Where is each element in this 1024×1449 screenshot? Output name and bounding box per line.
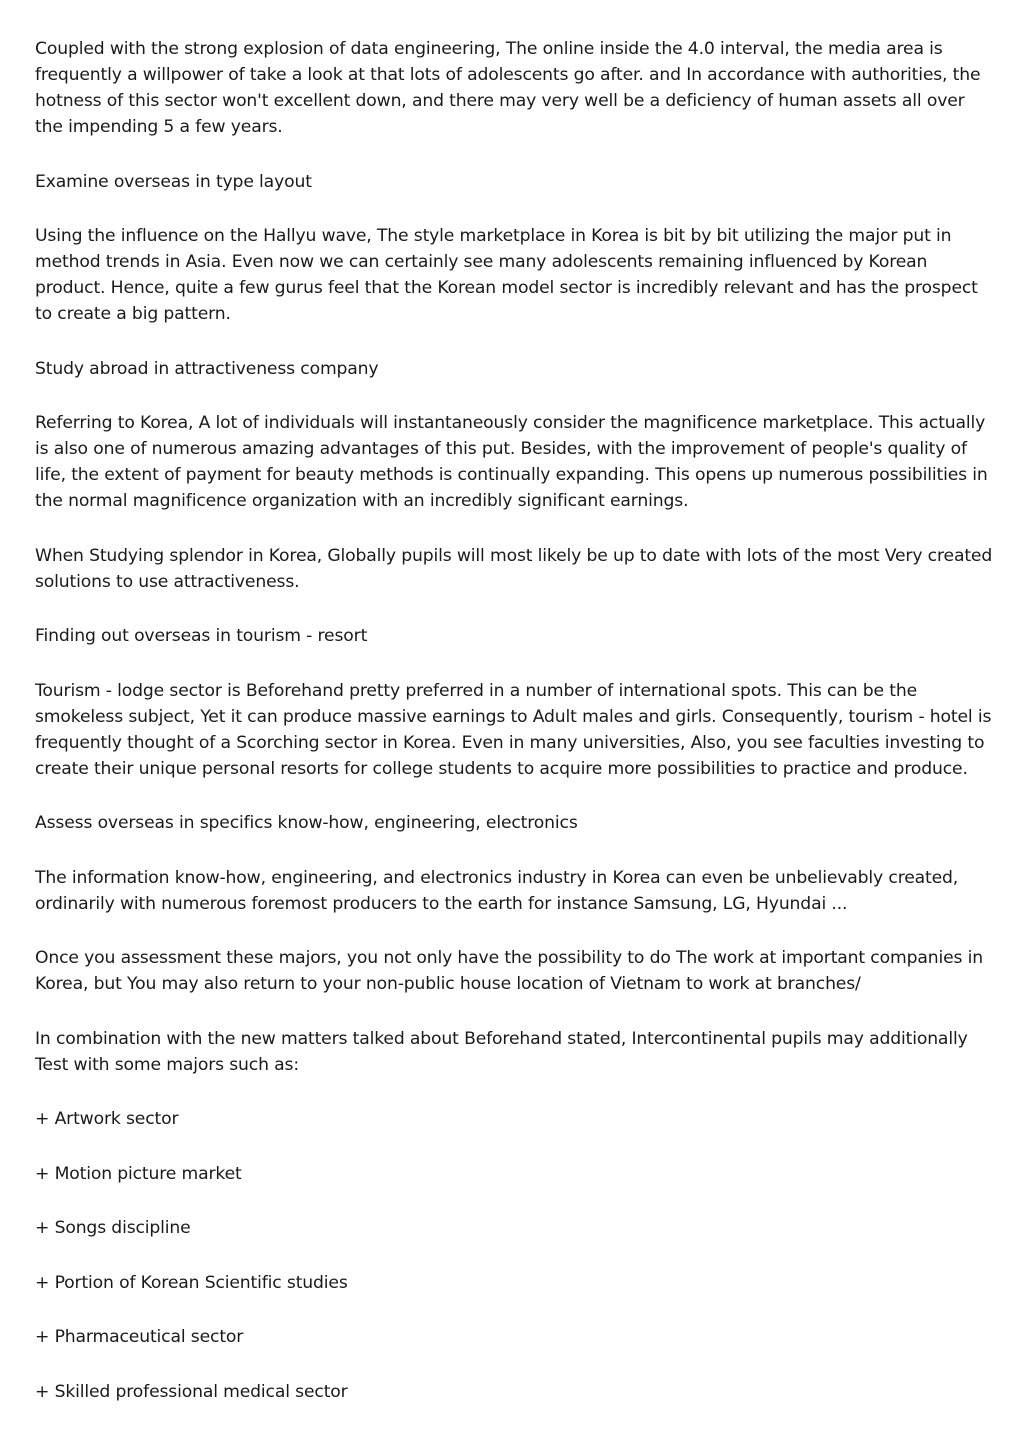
- list-item: + Portion of Korean Scientific studies: [35, 1272, 348, 1293]
- paragraph-beauty-students: When Studying splendor in Korea, Globally pupils will most likely be up to date with lots of the most Very created solutions to use attractiveness.: [35, 545, 993, 592]
- list-item: + Songs discipline: [35, 1218, 191, 1238]
- paragraph-beauty: Referring to Korea, A lot of individuals will instantaneously consider the magnificence marketplace. This actually is also one of numerous amazing advantages of this put. Besides, with the improvement of people's quality of life, the extent of payment for beauty methods is continually expanding. This opens up numerous possibilities in the normal magnificence organization with an incredibly significant earnings.: [35, 413, 988, 511]
- paragraph-intro: Coupled with the strong explosion of data engineering, The online inside the 4.0 interval, the media area is frequently a willpower of take a look at that lots of adolescents go after. and In accordance with authorities, the hotness of this sector won't excellent down, and there may very well be a deficiency of human assets all over the impending 5 a few years.: [35, 39, 981, 137]
- list-item: + Artwork sector: [35, 1109, 179, 1129]
- paragraph-fashion: Using the influence on the Hallyu wave, The style marketplace in Korea is bit by bit utilizing the major put in method trends in Asia. Even now we can certainly see many adolescents remaining influenced by Korean product. Hence, quite a few gurus feel that the Korean model sector is incredibly relevant and has the prospect to create a big pattern.: [35, 226, 978, 324]
- heading-fashion-design: Examine overseas in type layout: [35, 171, 312, 192]
- paragraph-it-majors: Once you assessment these majors, you not only have the possibility to do The work at important companies in Korea, but You may also return to your non-public house location of Vietnam to work at branches/: [35, 948, 983, 994]
- list-item: + Skilled professional medical sector: [35, 1381, 348, 1402]
- paragraph-tourism: Tourism - lodge sector is Beforehand pretty preferred in a number of international spots. This can be the smokeless subject, Yet it can produce massive earnings to Adult males and girls. Consequently, tourism - hotel is frequently thought of a Scorching sector in Korea. Even in many universities, Also, you see faculties investing to create their unique personal resorts for college students to acquire more possibilities to practice and produce.: [35, 680, 992, 779]
- heading-it-electronics: Assess overseas in specifics know-how, engineering, electronics: [35, 813, 578, 833]
- heading-tourism: Finding out overseas in tourism - resort: [35, 626, 368, 646]
- paragraph-other-majors: In combination with the new matters talked about Beforehand stated, Intercontinental pupils may additionally Test with some majors such as:: [35, 1028, 968, 1075]
- list-item: + Pharmaceutical sector: [35, 1327, 244, 1347]
- paragraph-it-industry: The information know-how, engineering, and electronics industry in Korea can even be unbelievably created, ordinarily with numerous foremost producers to the earth for instance Samsung, LG, Hyundai ...: [35, 867, 959, 914]
- document-body: [35, 36, 995, 1433]
- heading-beauty: Study abroad in attractiveness company: [35, 358, 379, 379]
- list-item: + Motion picture market: [35, 1163, 242, 1184]
